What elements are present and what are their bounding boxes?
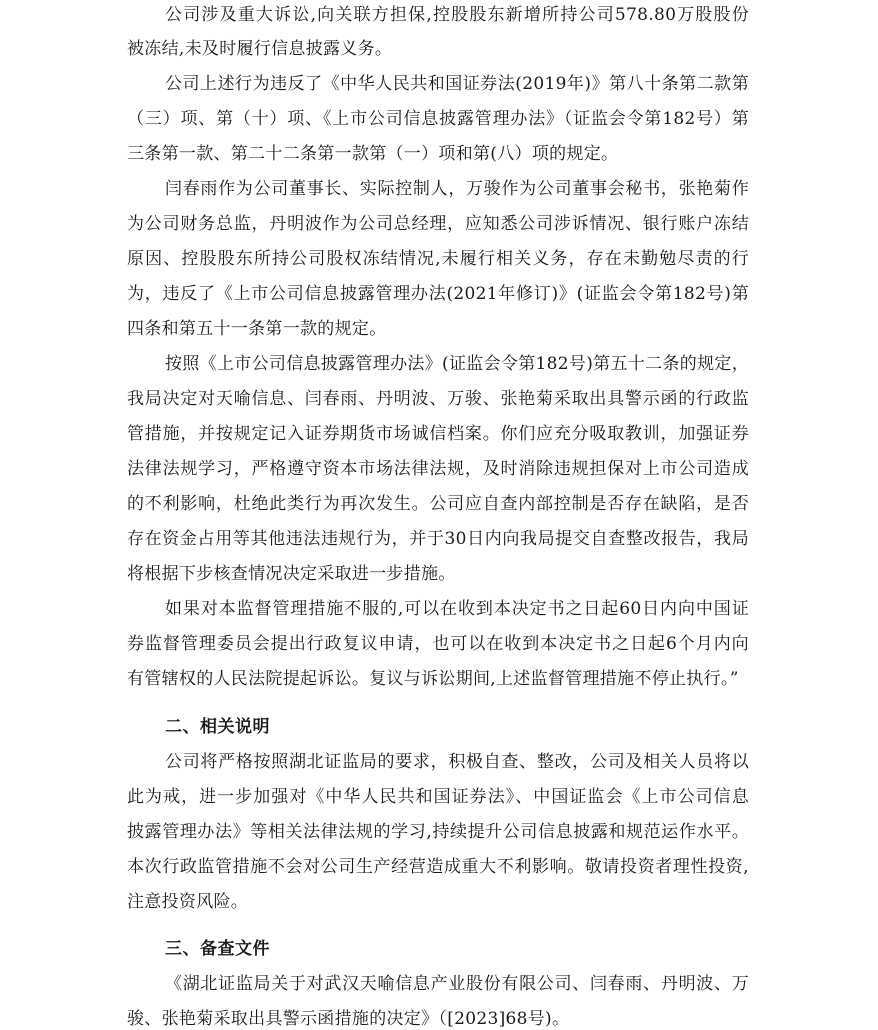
paragraph-line: 闫春雨作为公司董事长、实际控制人，万骏作为公司董事会秘书，张艳菊作 — [165, 179, 749, 199]
paragraph-line: 存在资金占用等其他违法违规行为，并于30日内向我局提交自查整改报告，我局 — [127, 529, 749, 549]
paragraph-line: 券监督管理委员会提出行政复议申请，也可以在收到本决定书之日起6个月内向 — [127, 634, 749, 654]
paragraph-line: 有管辖权的人民法院提起诉讼。复议与诉讼期间,上述监督管理措施不停止执行。” — [127, 669, 739, 689]
paragraph-line: 为，违反了《上市公司信息披露管理办法(2021年修订)》(证监会令第182号)第 — [127, 284, 749, 304]
paragraph-line: 公司涉及重大诉讼,向关联方担保,控股股东新增所持公司578.80万股股份 — [165, 5, 749, 25]
paragraph-line: 为公司财务总监，丹明波作为公司总经理，应知悉公司涉诉情况、银行账户冻结 — [127, 214, 749, 234]
paragraph-line: （三）项、第（十）项、《上市公司信息披露管理办法》（证监会令第182号）第 — [127, 109, 749, 129]
paragraph-line: 公司上述行为违反了《中华人民共和国证券法(2019年)》第八十条第二款第 — [165, 74, 749, 94]
paragraph-line: 管措施，并按规定记入证券期货市场诚信档案。你们应充分吸取教训，加强证券 — [127, 424, 749, 444]
paragraph-line: 公司将严格按照湖北证监局的要求，积极自查、整改，公司及相关人员将以 — [165, 752, 749, 772]
paragraph-line: 原因、控股股东所持公司股权冻结情况,未履行相关义务，存在未勤勉尽责的行 — [127, 249, 749, 269]
paragraph-line: 四条和第五十一条第一款的规定。 — [127, 319, 387, 339]
paragraph-line: 披露管理办法》等相关法律法规的学习,持续提升公司信息披露和规范运作水平。 — [127, 822, 749, 842]
paragraph-line: 将根据下步核查情况决定采取进一步措施。 — [127, 564, 456, 584]
paragraph-line: 的不利影响，杜绝此类行为再次发生。公司应自查内部控制是否存在缺陷，是否 — [127, 494, 749, 514]
paragraph-line: 《湖北证监局关于对武汉天喻信息产业股份有限公司、闫春雨、丹明波、万 — [165, 974, 749, 994]
paragraph-line: 按照《上市公司信息披露管理办法》(证监会令第182号)第五十二条的规定， — [165, 354, 749, 374]
paragraph-line: 此为戒，进一步加强对《中华人民共和国证券法》、中国证监会《上市公司信息 — [127, 787, 749, 807]
paragraph-line: 我局决定对天喻信息、闫春雨、丹明波、万骏、张艳菊采取出具警示函的行政监 — [127, 389, 749, 409]
section-heading: 三、备查文件 — [165, 939, 270, 959]
paragraph-line: 法律法规学习，严格遵守资本市场法律法规，及时消除违规担保对上市公司造成 — [127, 459, 749, 479]
paragraph-line: 被冻结,未及时履行信息披露义务。 — [127, 39, 393, 59]
paragraph-line: 骏、张艳菊采取出具警示函措施的决定》（[2023]68号)。 — [127, 1009, 570, 1029]
paragraph-line: 注意投资风险。 — [127, 892, 249, 912]
paragraph-line: 如果对本监督管理措施不服的,可以在收到本决定书之日起60日内向中国证 — [165, 599, 749, 619]
section-heading: 二、相关说明 — [165, 717, 270, 737]
paragraph-line: 三条第一款、第二十二条第一款第（一）项和第(八）项的规定。 — [127, 144, 619, 164]
paragraph-line: 本次行政监管措施不会对公司生产经营造成重大不利影响。敬请投资者理性投资, — [127, 857, 749, 877]
